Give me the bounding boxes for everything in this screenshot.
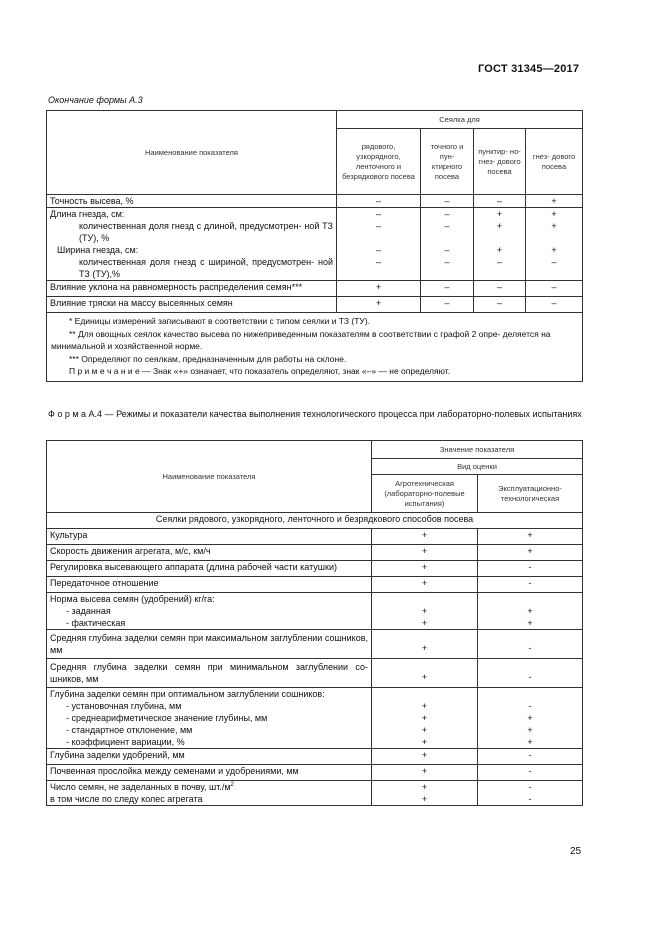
form-a3-table: [46, 110, 583, 382]
cell: +: [474, 208, 526, 221]
cell: -: [478, 749, 583, 765]
standard-number: ГОСТ 31345—2017: [478, 63, 580, 75]
form-a4-table: [46, 440, 583, 806]
row-name: Влияние тряски на массу высеянных семян: [47, 297, 337, 313]
cell-line: +: [527, 713, 533, 723]
row-line: - установочная глубина, мм: [66, 701, 182, 711]
cell-line: +: [527, 725, 533, 735]
cell: [478, 630, 583, 659]
row-line: - среднеарифметическое значение глубины, мм: [66, 713, 268, 723]
row-name: количественная доля гнезд с шириной, предусмотрен- ной ТЗ (ТУ),%: [47, 256, 337, 281]
cell: [478, 593, 583, 630]
col-header-2: точного и пун- ктирного посева: [421, 129, 474, 195]
form-a4-label: Ф о р м а А.4: [48, 409, 103, 419]
col-header-agro: Агротехническая (лабораторно-полевые испытания): [372, 475, 478, 513]
cell-line: +: [421, 606, 428, 616]
cell: +: [372, 561, 478, 577]
row-line: - заданная: [66, 606, 111, 616]
row-name: Длина гнезда, см:: [47, 208, 337, 221]
value-header: Значение показателя: [372, 441, 583, 459]
page-number: 25: [570, 846, 582, 857]
cell: +: [337, 297, 421, 313]
cell-line: -: [528, 643, 532, 653]
row-name: [47, 781, 372, 806]
row-name: [47, 688, 372, 749]
cell: [372, 593, 478, 630]
cell-line: +: [421, 643, 428, 653]
row-name: количественная доля гнезд с длиной, предусмотрен- ной ТЗ (ТУ), %: [47, 220, 337, 244]
kind-header: Вид оценки: [372, 459, 583, 475]
cell: –: [474, 256, 526, 281]
form-a4-title: — Режимы и показатели качества выполнения технологического процесса при лабораторно-полевых испытаниях: [102, 409, 582, 419]
cell: –: [421, 244, 474, 256]
col-header-4: гнез- дового посева: [526, 129, 583, 195]
form-a4-caption: [48, 408, 588, 420]
cell: +: [372, 577, 478, 593]
row-line: Норма высева семян (удобрений) кг/га:: [50, 594, 215, 604]
cell: -: [478, 577, 583, 593]
cell-line: +: [421, 794, 428, 804]
group-header: Сеялка для: [337, 111, 583, 129]
row-name: Глубина заделки удобрений, мм: [47, 749, 372, 765]
row-name: Передаточное отношение: [47, 577, 372, 593]
cell-line: +: [527, 618, 533, 628]
cell: +: [526, 195, 583, 208]
form-a3-notes: [47, 313, 583, 382]
cell: [478, 781, 583, 806]
row-line: - фактическая: [66, 618, 126, 628]
note-text: — Знак «+» означает, что показатель определяют, знак «–» — не определяют.: [139, 366, 451, 376]
cell: –: [421, 281, 474, 297]
cell-line: +: [527, 606, 533, 616]
col-header-name: Наименование показателя: [47, 441, 372, 513]
row-name: Средняя глубина заделки семян при максимальном заглублении сошников, мм: [47, 630, 372, 659]
cell: –: [337, 220, 421, 244]
cell: +: [372, 529, 478, 545]
row-name: Ширина гнезда, см:: [47, 244, 337, 256]
cell-line: -: [528, 701, 532, 711]
cell-line: +: [421, 782, 428, 792]
cell: –: [474, 195, 526, 208]
cell: -: [478, 765, 583, 781]
col-header-3: пунктир- но-гнез- дового посева: [474, 129, 526, 195]
footnote-1: * Единицы измерений записывают в соответствии с типом сеялки и ТЗ (ТУ).: [69, 316, 371, 326]
cell: [372, 630, 478, 659]
note-line: [51, 365, 578, 378]
cell: +: [337, 281, 421, 297]
cell-line: -: [528, 782, 532, 792]
cell-line: +: [421, 713, 428, 723]
cell: -: [478, 561, 583, 577]
cell: +: [372, 749, 478, 765]
cell-line: +: [421, 618, 428, 628]
row-name: Почвенная прослойка между семенами и удобрениями, мм: [47, 765, 372, 781]
cell: +: [478, 545, 583, 561]
cell: –: [526, 281, 583, 297]
cell-line: -: [528, 794, 532, 804]
col-header-1: рядового, узкорядного, ленточного и безрядкового посева: [337, 129, 421, 195]
row-name: Влияние уклона на равномерность распределения семян***: [47, 281, 337, 297]
cell: –: [421, 195, 474, 208]
row-line: - стандартное отклонение, мм: [66, 725, 193, 735]
cell: –: [337, 208, 421, 221]
cell: –: [337, 195, 421, 208]
row-name: Скорость движения агрегата, м/с, км/ч: [47, 545, 372, 561]
section-title: Сеялки рядового, узкорядного, ленточного и безрядкового способов посева: [47, 513, 583, 529]
cell-line: +: [421, 725, 428, 735]
cell: –: [421, 208, 474, 221]
cell: [372, 659, 478, 688]
col-header-exploit: Эксплуатационно- технологическая: [478, 475, 583, 513]
row-name: [47, 593, 372, 630]
cell: –: [421, 297, 474, 313]
cell: –: [474, 297, 526, 313]
cell: +: [372, 545, 478, 561]
cell: –: [474, 281, 526, 297]
cell-line: +: [527, 737, 533, 747]
cell: [372, 781, 478, 806]
cell: [372, 688, 478, 749]
cell: –: [337, 256, 421, 281]
row-name: Регулировка высевающего аппарата (длина рабочей части катушки): [47, 561, 372, 577]
form-a3-caption: Окончание формы А.3: [48, 95, 143, 105]
row-line: - коэффициент вариации, %: [66, 737, 185, 747]
row-line: Число семян, не заделанных в почву, $шт./м^2$: [50, 782, 234, 792]
row-line: Глубина заделки семян при оптимальном заглублении сошников:: [50, 689, 325, 699]
footnote-2: ** Для овощных сеялок качество высева по нижеприведенным показателям в соответствии с графой 2 опре- деляется на минимальной и хозяйственной норме.: [51, 328, 551, 351]
cell: –: [421, 220, 474, 244]
cell: [478, 659, 583, 688]
cell: +: [526, 220, 583, 244]
cell: –: [337, 244, 421, 256]
col-header-name: Наименование показателя: [47, 111, 337, 195]
row-name: Точность высева, %: [47, 195, 337, 208]
note-label: П р и м е ч а н и е: [69, 366, 140, 376]
row-name: Культура: [47, 529, 372, 545]
footnote-3: *** Определяют по сеялкам, предназначенным для работы на склоне.: [69, 353, 347, 364]
cell: –: [526, 256, 583, 281]
cell-line: +: [421, 672, 428, 682]
row-line: в том числе по следу колес агрегата: [50, 794, 203, 804]
cell: +: [478, 529, 583, 545]
cell: –: [421, 256, 474, 281]
cell: +: [474, 244, 526, 256]
cell-line: -: [528, 672, 532, 682]
cell: +: [372, 765, 478, 781]
row-name: Средняя глубина заделки семян при минимальном заглублении со- шников, мм: [47, 659, 372, 688]
cell: +: [474, 220, 526, 244]
cell: +: [526, 244, 583, 256]
cell: +: [526, 208, 583, 221]
cell-line: +: [421, 701, 428, 711]
cell: [478, 688, 583, 749]
cell: –: [526, 297, 583, 313]
cell-line: +: [421, 737, 428, 747]
